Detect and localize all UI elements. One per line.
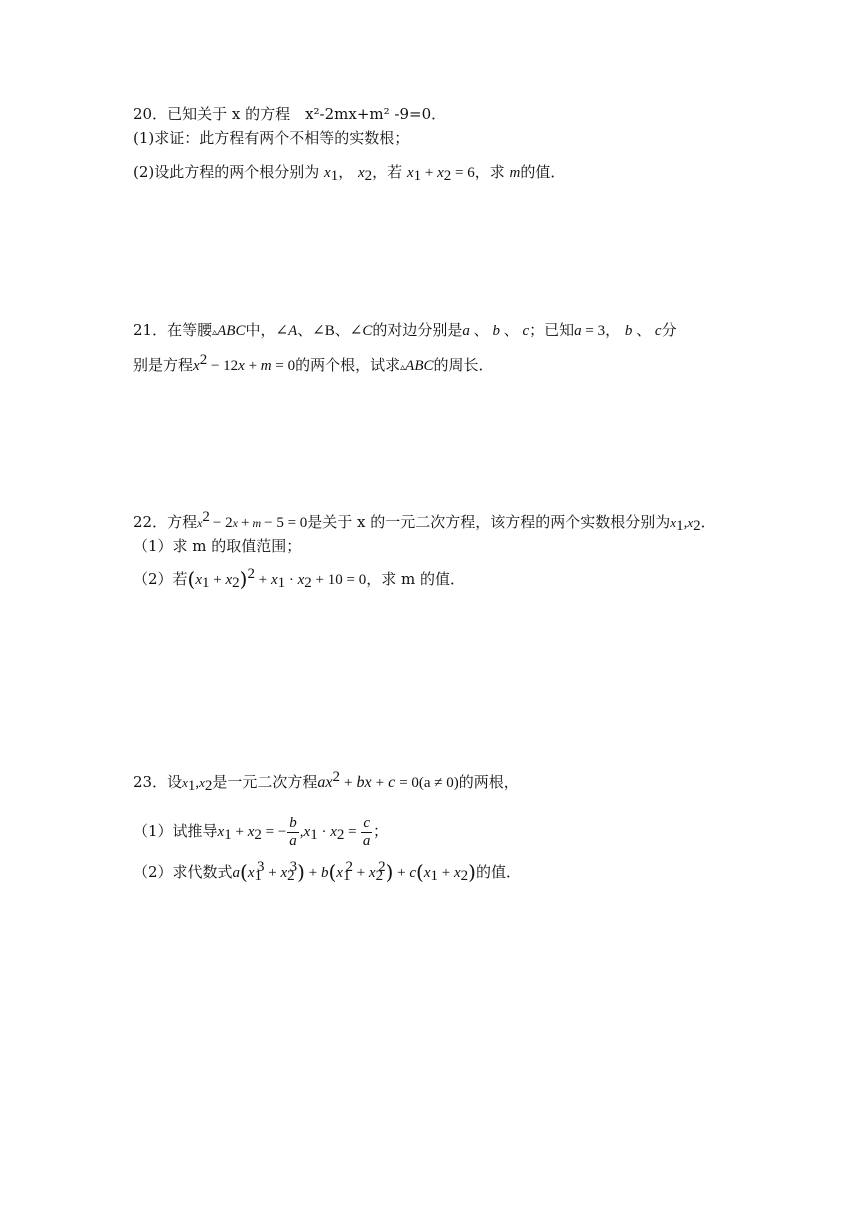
q20-part1	[133, 128, 409, 148]
formula-q22-equation: $x^2 - 2x + m - 5 = 0$	[197, 509, 308, 531]
fraction-b-over-a: $\frac{b}{a}$	[289, 815, 297, 850]
q23-part2: （2）求代数式$a(x_1^3 + x_2^3) + b(x_1^2 + x_2^2) + c(x_1 + x_2)$的值．	[133, 859, 521, 884]
q23-part1: （1）试推导$x_1 + x_2$ = − $\frac{b}{a}$ $,x_1 \cdot x_2$ = $\frac{c}{a}$ ；	[133, 815, 389, 850]
formula-triangle-abc-2: ▵ABC	[400, 358, 434, 374]
formula-x2: $x_2$	[357, 165, 373, 184]
formula-triangle-abc: ▵ABC	[212, 323, 246, 339]
q23-stem: 23．设$x_1,x_2$是一元二次方程$ax^2$ + bx + c = 0(a ≠ 0)的两根，	[133, 769, 519, 794]
formula-b-c: b 、 c	[624, 323, 662, 339]
formula-q23-expression: $a(x_1^3 + x_2^3) + b(x_1^2 + x_2^2) + c(x_1 + x_2)$	[232, 859, 476, 884]
formula-x1-x2: $x_1,x_2$	[670, 515, 701, 534]
q21-stem-line1: 21．在等腰▵ABC中，∠A、∠B、∠C的对边分别是a 、 b 、 c；已知a = 3， b 、 c分	[133, 321, 677, 339]
q22-stem: 22．方程$x^2 - 2x + m - 5 = 0$是关于 x 的一元二次方程，该方程的两个实数根分别为$x_1,x_2$．	[133, 509, 716, 534]
q20-stem	[133, 104, 446, 124]
formula-m: m	[509, 165, 521, 181]
formula-general-quadratic: $ax^2$ + bx + c = 0(a ≠ 0)	[317, 769, 459, 791]
formula-x1: $x_1$	[324, 165, 339, 184]
q22-part2: （2）若$(x_1 + x_2)^2 + x_1 \cdot x_2 + 10 = 0$，求 m 的值．	[133, 566, 465, 591]
fraction-c-over-a: $\frac{c}{a}$	[362, 815, 371, 850]
q22-part1: （1）求 m 的取值范围；	[133, 537, 302, 555]
formula-sides: a 、 b 、 c	[462, 323, 530, 339]
formula-x1-x2-q23: $x_1,x_2$	[182, 775, 213, 794]
q20-stem-text: 20．已知关于 x 的方程 x²-2mx+m² -9=0．	[133, 105, 447, 123]
q21-stem-line2: 别是方程$x^2 - 12x + m = 0$的两个根，试求▵ABC的周长．	[133, 352, 494, 374]
formula-a-eq-3: a = 3	[574, 323, 606, 339]
q20-part2: (2)设此方程的两个根分别为 $x_1$， $x_2$，若 $x_1 + x_2 = 6$，求 m的值．	[133, 163, 566, 184]
q20-part1-text: (1)求证：此方程有两个不相等的实数根；	[133, 129, 410, 147]
formula-sum-roots: $x_1 + x_2 = 6$	[406, 165, 475, 184]
formula-angles: ∠A、∠B、∠C	[275, 323, 373, 339]
formula-vieta: $x_1 + x_2$ = − $\frac{b}{a}$ $,x_1 \cdot x_2$ = $\frac{c}{a}$	[217, 815, 371, 850]
formula-q22-condition: $(x_1 + x_2)^2 + x_1 \cdot x_2 + 10 = 0$	[187, 566, 367, 591]
formula-q21-equation: $x^2 - 12x + m = 0$	[193, 352, 296, 374]
